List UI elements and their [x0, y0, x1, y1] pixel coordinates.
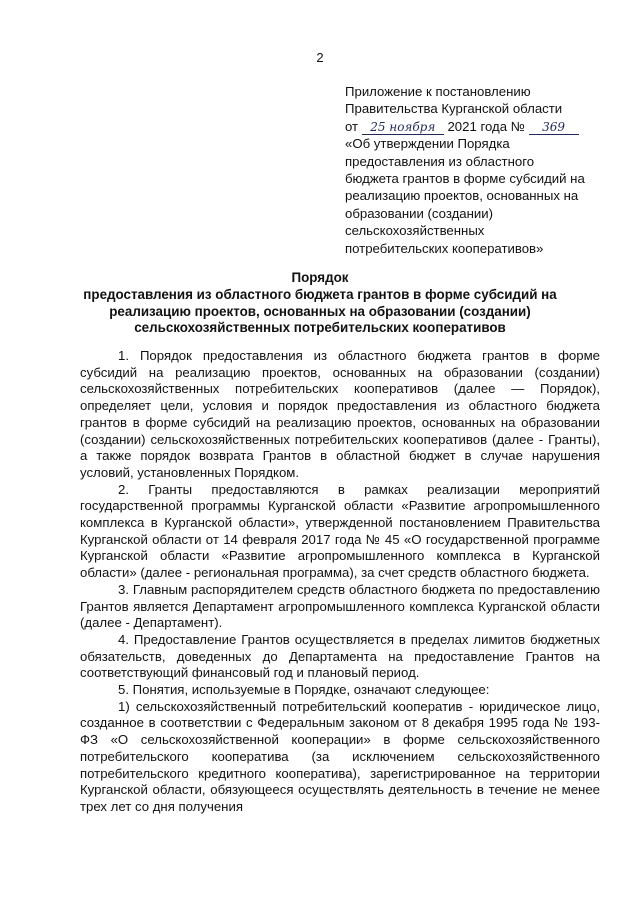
- appendix-line-7: реализацию проектов, основанных на: [345, 188, 579, 204]
- paragraph-5: 5. Понятия, используемые в Порядке, означают следующее:: [118, 682, 490, 698]
- title-line-1: Порядок: [291, 270, 349, 285]
- appendix-line-5: предоставления из областного: [345, 153, 535, 169]
- handwritten-date: 25 ноября: [362, 121, 444, 135]
- paragraph-1: 1. Порядок предоставления из областного бюджета грантов в форме субсидий на реализацию проектов, основанных на образовании (создании) сельскохозяйственных потребительских кооперативов (далее — Порядок), определяет цели, условия и порядок предоставления из областного бюджета грантов в форме субсидий на реализацию проектов, основанных на образовании (создании) сельскохозяйственных потребительских кооперативов (далее - Гранты), а также порядок возврата Грантов в областной бюджет в случае нарушения условий, установленных Порядком.: [80, 348, 600, 480]
- title-line-2: предоставления из областного бюджета грантов в форме субсидий на: [83, 286, 557, 302]
- paragraph-5-item-1: 1) сельскохозяйственный потребительский кооператив - юридическое лицо, созданное в соответствии с Федеральным законом от 8 декабря 1995 года № 193-ФЗ «О сельскохозяйственной кооперации» в форме сельскохозяйственного потребительского кооператива (за исключением сельскохозяйственного потребительского кредитного кооператива), зарегистрированное на территории Курганской области, обязующееся осуществлять деятельность в течение не менее трех лет со дня получения: [80, 698, 600, 814]
- document-body: [80, 348, 600, 816]
- appendix-line-9: сельскохозяйственных: [345, 223, 485, 239]
- appendix-line-4: «Об утверждении Порядка: [345, 136, 510, 152]
- date-prefix: от: [345, 118, 359, 134]
- title-line-4: сельскохозяйственных потребительских кооперативов: [134, 320, 506, 336]
- appendix-line-1: Приложение к постановлению: [345, 84, 531, 99]
- appendix-date-line: [345, 118, 600, 135]
- document-title: [60, 270, 580, 337]
- handwritten-number: 369: [529, 121, 579, 135]
- appendix-header: [345, 83, 600, 257]
- paragraph-2: 2. Гранты предоставляются в рамках реализации мероприятий государственной программы Курганской области «Развитие агропромышленного комплекса в Курганской области», утвержденной постановлением Правительства Курганской области от 14 февраля 2017 года № 45 «О государственной программе Курганской области «Развитие агропромышленного комплекса в Курганской области» (далее - региональная программа), за счет средств областного бюджета.: [80, 481, 600, 581]
- appendix-line-6: бюджета грантов в форме субсидий на: [345, 171, 585, 187]
- paragraph-3: 3. Главным распорядителем средств областного бюджета по предоставлению Грантов является Департамент агропромышленного комплекса Курганской области (далее - Департамент).: [80, 581, 600, 631]
- paragraph-4: 4. Предоставление Грантов осуществляется в пределах лимитов бюджетных обязательств, доведенных до Департамента на предоставление Грантов на соответствующий финансовый год и плановый период.: [80, 631, 600, 681]
- year-text: 2021 года №: [447, 118, 525, 134]
- title-line-3: реализацию проектов, основанных на образовании (создании): [109, 303, 531, 319]
- page-number: 2: [316, 50, 324, 65]
- appendix-line-10: потребительских кооперативов»: [345, 240, 544, 256]
- appendix-line-2: Правительства Курганской области: [345, 101, 563, 117]
- appendix-line-8: образовании (создании): [345, 205, 494, 221]
